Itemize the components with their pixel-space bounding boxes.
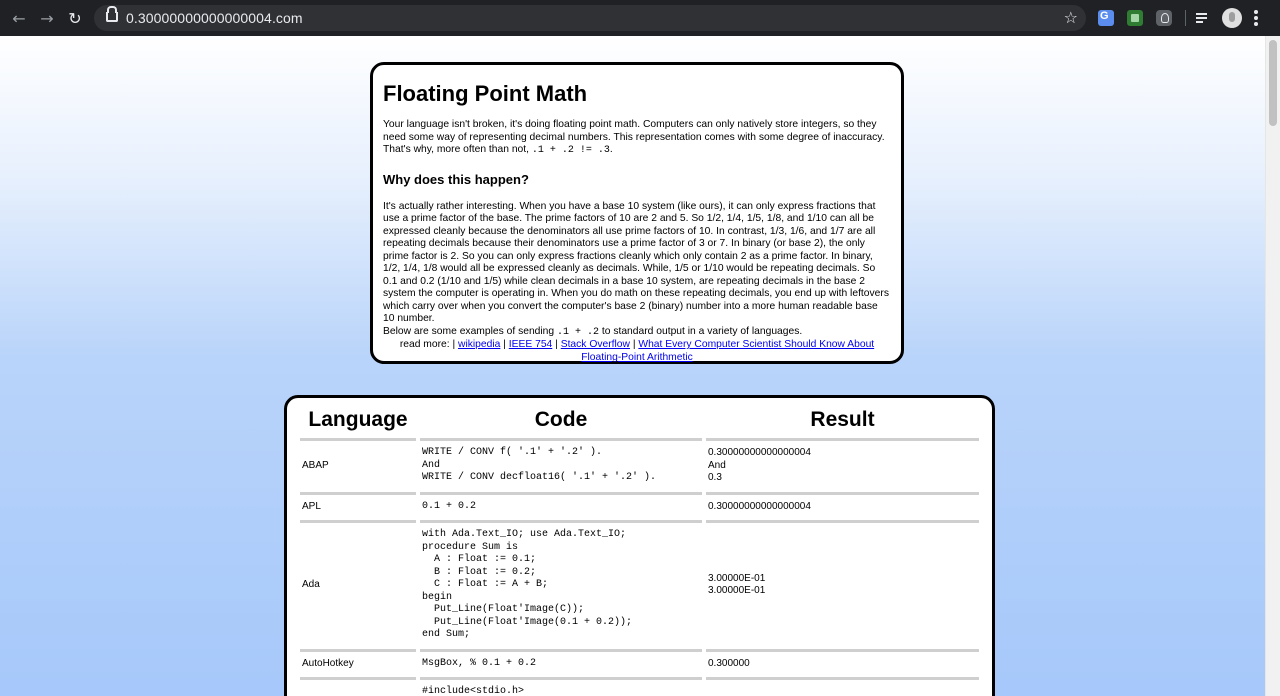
forward-arrow-icon[interactable]: → xyxy=(40,8,54,28)
lock-icon[interactable] xyxy=(106,12,118,22)
language-cell: AutoHotkey xyxy=(300,652,416,681)
table-row xyxy=(300,523,979,652)
language-cell: APL xyxy=(300,495,416,524)
table-row xyxy=(300,495,979,524)
intro-paragraph: Your language isn't broken, it's doing floating point math. Computers can only natively store integers, so they need some way of representing decimal numbers. This representation comes with some degree of inaccuracy. That's why, more often than not, .1 + .2 != .3. xyxy=(383,119,885,156)
language-cell xyxy=(300,680,416,696)
result-cell: 0.30000000000000004 xyxy=(706,495,979,524)
language-cell: Ada xyxy=(300,523,416,652)
google-translate-icon[interactable] xyxy=(1098,10,1114,26)
link-wikipedia[interactable]: wikipedia xyxy=(458,339,501,350)
link-goldberg-paper[interactable]: What Every Computer Scientist Should Know About Floating-Point Arithmetic xyxy=(581,339,875,363)
examples-table-box xyxy=(284,395,995,696)
code-cell: #include<stdio.h> xyxy=(420,680,702,696)
result-cell: 3.00000E-01 3.00000E-01 xyxy=(706,523,979,652)
table-header-row xyxy=(300,406,979,441)
link-stack-overflow[interactable]: Stack Overflow xyxy=(560,339,630,350)
inline-code: .1 + .2 != .3 xyxy=(531,145,610,156)
reload-icon[interactable]: ↻ xyxy=(68,8,82,28)
code-cell: MsgBox, % 0.1 + 0.2 xyxy=(420,652,702,681)
toolbar-divider xyxy=(1185,10,1186,26)
intro-box xyxy=(370,62,904,364)
extension-icon[interactable] xyxy=(1127,10,1143,26)
scrollbar-thumb[interactable] xyxy=(1269,40,1277,126)
code-cell: WRITE / CONV f( '.1' + '.2' ). And WRITE / CONV decfloat16( '.1' + '.2' ). xyxy=(420,441,702,495)
media-queue-icon[interactable] xyxy=(1196,11,1210,25)
back-arrow-icon[interactable]: ← xyxy=(12,8,26,28)
table-row xyxy=(300,441,979,495)
inline-code: .1 + .2 xyxy=(557,326,600,338)
header-result: Result xyxy=(706,406,979,441)
read-more-links: read more: | wikipedia | IEEE 754 | Stack Overflow | What Every Computer Scientist Should Know About Floating-Point Arithmetic xyxy=(399,339,875,363)
code-cell: with Ada.Text_IO; use Ada.Text_IO; procedure Sum is A : Float := 0.1; B : Float := 0.2; C : Float := A + B; begin Put_Line(Float'Image(C)); Put_Line(Float'Image(0.1 + 0.2)); end Sum; xyxy=(420,523,702,652)
examples-table xyxy=(296,406,983,696)
page-viewport xyxy=(0,36,1265,696)
header-code: Code xyxy=(420,406,702,441)
result-cell: 0.300000 xyxy=(706,652,979,681)
more-menu-icon[interactable] xyxy=(1254,10,1258,26)
url-text[interactable]: 0.30000000000000004.com xyxy=(126,10,303,26)
page-title: Floating Point Math xyxy=(383,81,588,106)
profile-avatar[interactable] xyxy=(1222,8,1242,28)
address-bar[interactable] xyxy=(94,5,1086,31)
result-cell: 0.30000000000000004 And 0.3 xyxy=(706,441,979,495)
browser-toolbar xyxy=(0,0,1280,36)
table-row xyxy=(300,652,979,681)
section-heading: Why does this happen? xyxy=(383,171,529,187)
bookmark-star-icon[interactable]: ☆ xyxy=(1063,8,1078,27)
explanation-paragraph: It's actually rather interesting. When you have a base 10 system (like ours), it can only express fractions that use a prime factor of the base. The prime factors of 10 are 2 and 5. So 1/2, 1/4, 1/5, 1/8, and 1/10 can all be expressed cleanly because the denominators all use prime factors of 10. In contrast, 1/3, 1/6, and 1/7 are all repeating decimals because their denominators use a prime factor of 3 or 7. In binary (or base 2), the only prime factor is 2. So you can only express fractions cleanly which only contain 2 as a prime factor. In binary, 1/2, 1/4, 1/8 would all be expressed cleanly as decimals. While, 1/5 or 1/10 would be repeating decimals. So 0.1 and 0.2 (1/10 and 1/5) while clean decimals in a base 10 system, are repeating decimals in the base 2 system the computer is operating in. When you do math on these repeating decimals, you end up with leftovers which carry over when you convert the computer's base 2 (binary) number into a more human readable base 10 number. xyxy=(383,200,889,324)
vertical-scrollbar[interactable] xyxy=(1265,36,1280,696)
lightbulb-extension-icon[interactable] xyxy=(1156,10,1172,26)
table-row xyxy=(300,680,979,696)
language-cell: ABAP xyxy=(300,441,416,495)
header-language: Language xyxy=(300,406,416,441)
link-ieee-754[interactable]: IEEE 754 xyxy=(508,339,553,350)
examples-note: Below are some examples of sending .1 + .2 to standard output in a variety of languages. xyxy=(383,325,803,338)
result-cell xyxy=(706,680,979,696)
code-cell: 0.1 + 0.2 xyxy=(420,495,702,524)
